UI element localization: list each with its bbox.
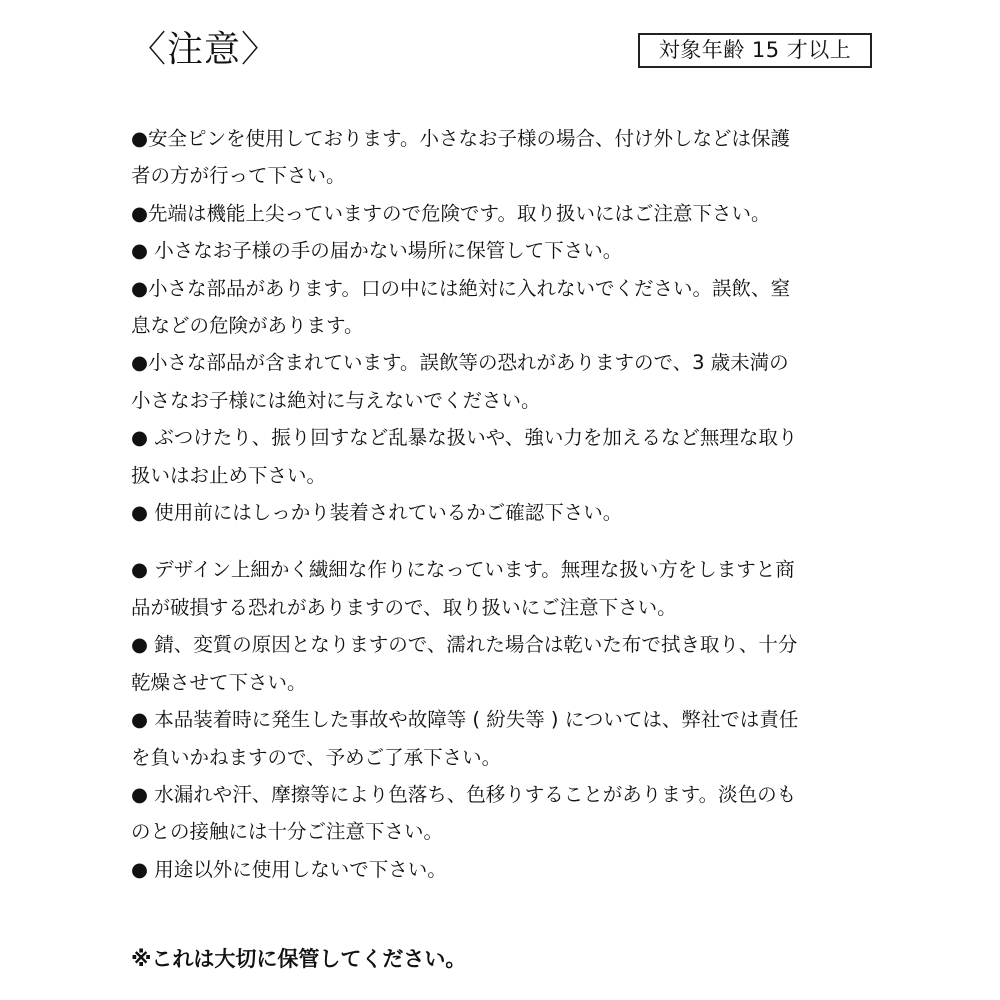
notice-line: ● 用途以外に使用しないで下さい。	[131, 857, 447, 881]
age-rating-badge: 対象年齢 15 才以上	[638, 33, 872, 68]
notice-line: ● 錆、変質の原因となりますので、濡れた場合は乾いた布で拭き取り、十分	[131, 633, 798, 657]
notice-line: ● 小さなお子様の手の届かない場所に保管して下さい。	[131, 239, 623, 263]
notice-list	[131, 120, 866, 888]
notice-line: 乾燥させて下さい。	[131, 670, 307, 694]
notice-item	[131, 551, 866, 626]
notice-line: ●安全ピンを使用しております。小さなお子様の場合、付け外しなどは保護	[131, 127, 790, 150]
notice-line: 扱いはお止め下さい。	[131, 463, 327, 487]
notice-item	[131, 344, 866, 419]
notice-line: のとの接触には十分ご注意下さい。	[131, 820, 444, 844]
notice-line: ●小さな部品があります。口の中には絶対に入れないでください。誤飲、窒	[131, 276, 790, 300]
notice-item	[131, 776, 866, 851]
notice-line: ● ぶつけたり、振り回すなど乱暴な扱いや、強い力を加えるなど無理な取り	[131, 426, 798, 450]
notice-line: ● 本品装着時に発生した事故や故障等 ( 紛失等 ) については、弊社では責任	[131, 708, 799, 732]
notice-item	[131, 419, 866, 494]
notice-item	[131, 195, 866, 232]
notice-line: ●小さな部品が含まれています。誤飲等の恐れがありますので、3 歳未満の	[131, 351, 789, 375]
keep-notice: ※これは大切に保管してください。	[131, 947, 467, 971]
notice-line: を負いかねますので、予めご了承下さい。	[131, 745, 502, 769]
notice-line: 息などの危険があります。	[131, 314, 364, 338]
notice-line: ● 水漏れや汗、摩擦等により色落ち、色移りすることがあります。淡色のも	[131, 782, 797, 806]
page-title: 〈注意〉	[130, 29, 279, 70]
notice-item	[131, 270, 866, 345]
notice-line: 品が破損する恐れがありますので、取り扱いにご注意下さい。	[131, 595, 677, 619]
notice-line: 小さなお子様には絶対に与えないでください。	[131, 388, 541, 412]
notice-item	[131, 232, 866, 269]
notice-item	[131, 120, 866, 195]
notice-line: 者の方が行って下さい。	[131, 164, 346, 188]
notice-item	[131, 851, 866, 888]
notice-item	[131, 626, 866, 701]
notice-item	[131, 701, 866, 776]
notice-line: ● デザイン上細かく繊細な作りになっています。無理な扱い方をしますと商	[131, 558, 795, 582]
notice-item	[131, 494, 866, 531]
notice-line: ●先端は機能上尖っていますので危険です。取り扱いにはご注意下さい。	[131, 201, 771, 225]
notice-line: ● 使用前にはしっかり装着されているかご確認下さい。	[131, 501, 623, 525]
